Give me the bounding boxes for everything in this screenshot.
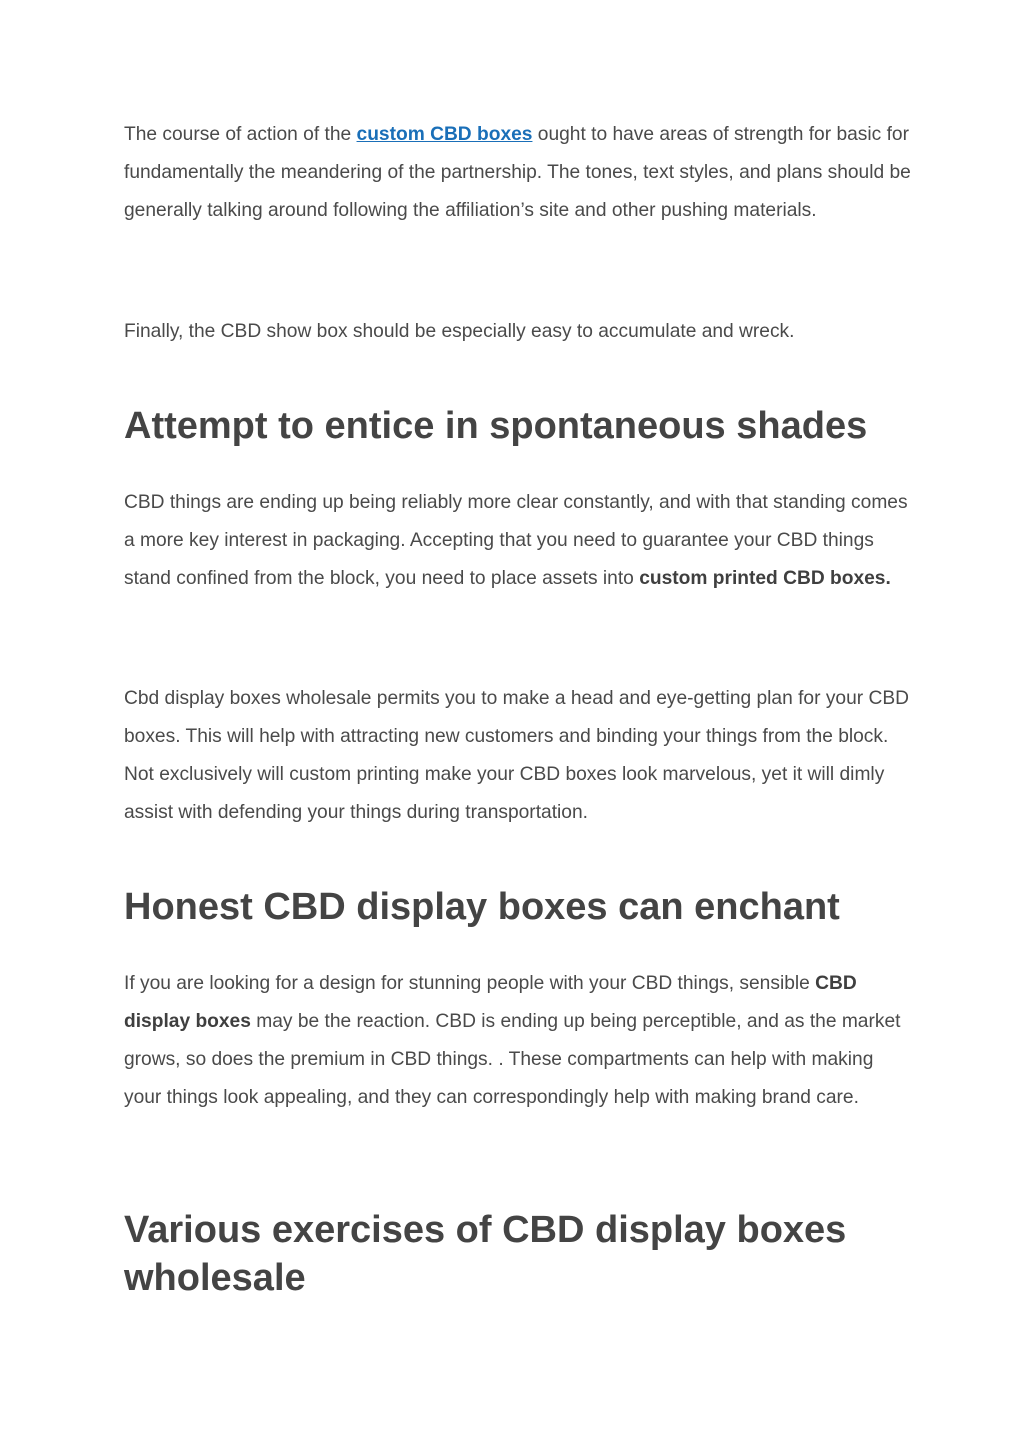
paragraph-5	[124, 965, 914, 1117]
paragraph-1-text-end: ought to have areas of strength for basic for fundamentally the meandering of the partnership. The tones, text styles, and plans should be generally talking around following the affiliation’s site and other pushing materials.	[124, 124, 911, 221]
paragraph-4: Cbd display boxes wholesale permits you to make a head and eye-getting plan for your CBD boxes. This will help with attracting new customers and binding your things from the block. Not exclusively will custom printing make your CBD boxes look marvelous, yet it will dimly assist with defending your things during transportation.	[124, 688, 909, 823]
paragraph-1-text-start: The course of action of the	[124, 124, 357, 145]
heading-honest-display-boxes: Honest CBD display boxes can enchant	[124, 886, 840, 928]
paragraph-2: Finally, the CBD show box should be especially easy to accumulate and wreck.	[124, 321, 795, 342]
heading-various-exercises: Various exercises of CBD display boxes wholesale	[124, 1209, 847, 1299]
paragraph-3-text: CBD things are ending up being reliably more clear constantly, and with that standing comes a more key interest in packaging. Accepting that you need to guarantee your CBD things stand confined from the block, you need to place assets into	[124, 492, 908, 589]
custom-cbd-boxes-link[interactable]: custom CBD boxes	[356, 124, 533, 145]
paragraph-5-text-start: If you are looking for a design for stunning people with your CBD things, sensible	[124, 973, 816, 994]
custom-printed-cbd-boxes-bold: custom printed CBD boxes.	[639, 568, 891, 589]
heading-spontaneous-shades: Attempt to entice in spontaneous shades	[124, 405, 868, 447]
cbd-display-boxes-bold: CBD display boxes	[124, 973, 857, 1032]
paragraph-1	[124, 116, 914, 230]
paragraph-3	[124, 484, 914, 598]
paragraph-5-text-end: may be the reaction. CBD is ending up being perceptible, and as the market grows, so does the premium in CBD things. . These compartments can help with making your things look appealing, and they can correspondingly help with making brand care.	[124, 1011, 901, 1108]
